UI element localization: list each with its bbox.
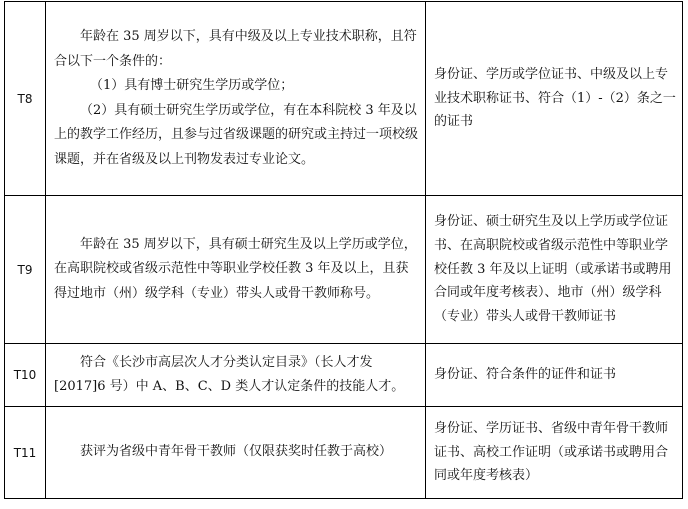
table-row [5, 407, 683, 499]
condition-text: 年龄在 35 周岁以下，具有中级及以上专业技术职称，且符合以下一个条件的： [54, 29, 417, 69]
condition-cell [46, 407, 426, 499]
table-row [5, 2, 683, 196]
condition-cell [46, 2, 426, 196]
condition-text: 获评为省级中青年骨干教师（仅限获奖时任教于高校） [80, 444, 393, 460]
materials-text: 身份证、学历或学位证书、中级及以上专业技术职称证书、符合（1）-（2）条之一的证书 [434, 66, 676, 130]
materials-text: 身份证、符合条件的证件和证书 [434, 367, 617, 383]
condition-text: 符合《长沙市高层次人才分类认定目录》（长人才发[2017]6 号）中 A、B、C、D 类人才认定条件的技能人才。 [54, 354, 405, 394]
materials-text: 身份证、硕士研究生及以上学历或学位证书、在高职院校或省级示范性中等职业学校任教 3 年及以上证明（或承诺书或聘用合同或年度考核表）、地市（州）级学科（专业）带头人或骨干教师证书 [434, 214, 672, 325]
materials-cell [426, 2, 683, 196]
materials-text: 身份证、学历证书、省级中青年骨干教师证书、高校工作证明（或承诺书或聘用合同或年度考核表） [434, 420, 669, 484]
row-code: T10 [5, 344, 46, 407]
condition-cell [46, 196, 426, 344]
materials-cell [426, 344, 683, 407]
condition-item: （2）具有硕士研究生学历或学位，有在本科院校 3 年及以上的教学工作经历，且参与过省级课题的研究或主持过一项校级课题，并在省级及以上刊物发表过专业论文。 [54, 102, 419, 167]
condition-item: （1）具有博士研究生学历或学位； [90, 78, 294, 93]
row-code: T11 [5, 407, 46, 499]
table-row [5, 344, 683, 407]
materials-cell [426, 196, 683, 344]
condition-cell [46, 344, 426, 407]
qualification-table [4, 1, 683, 499]
table-row [5, 196, 683, 344]
row-code: T9 [5, 196, 46, 344]
materials-cell [426, 407, 683, 499]
row-code: T8 [5, 2, 46, 196]
condition-text: 年龄在 35 周岁以下，具有硕士研究生及以上学历或学位，在高职院校或省级示范性中等职业学校任教 3 年及以上，且获得过地市（州）级学科（专业）带头人或骨干教师称号。 [54, 236, 417, 301]
